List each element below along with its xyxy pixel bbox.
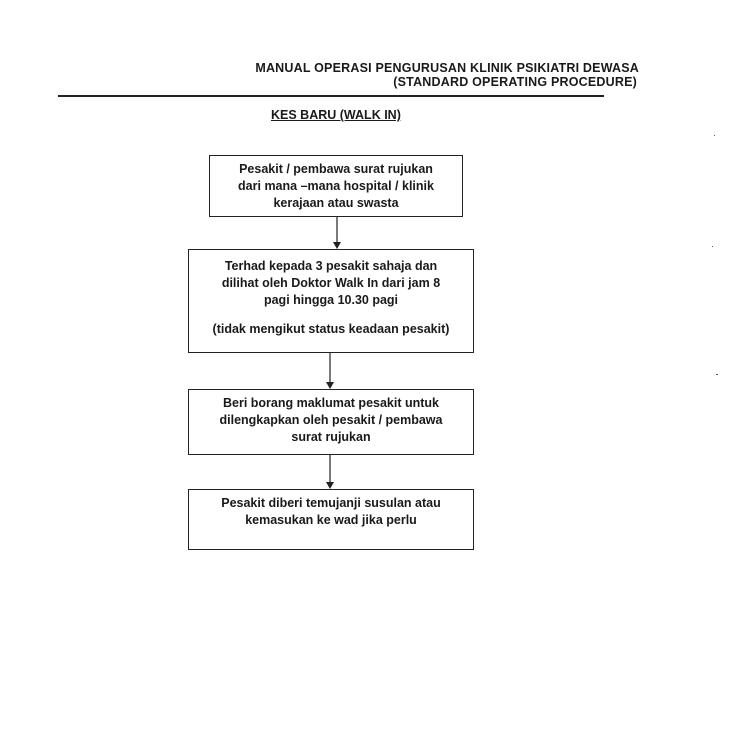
- scan-speck: [714, 135, 715, 136]
- flow-step-text: kemasukan ke wad jika perlu: [245, 513, 417, 527]
- document-header-title: MANUAL OPERASI PENGURUSAN KLINIK PSIKIATRI DEWASA: [255, 61, 639, 75]
- scan-speck: [716, 374, 718, 375]
- flow-step-text: dilihat oleh Doktor Walk In dari jam 8: [221, 276, 441, 290]
- page-title: KES BARU (WALK IN): [271, 108, 401, 122]
- flow-step-text: dilengkapkan oleh pesakit / pembawa: [219, 413, 443, 427]
- scan-speck: [712, 246, 713, 247]
- flow-step-note: (tidak mengikut status keadaan pesakit): [212, 322, 450, 336]
- flow-step-text: Pesakit / pembawa surat rujukan: [239, 162, 433, 176]
- flow-step-text: pagi hingga 10.30 pagi: [263, 293, 399, 307]
- document-header-subtitle: (STANDARD OPERATING PROCEDURE): [393, 75, 637, 89]
- flow-step-text: Terhad kepada 3 pesakit sahaja dan: [224, 259, 438, 273]
- arrow-head: [326, 382, 334, 389]
- arrow-head: [333, 242, 341, 249]
- flow-step-text: kerajaan atau swasta: [273, 196, 399, 210]
- flow-step-text: Pesakit diberi temujanji susulan atau: [221, 496, 441, 510]
- flow-step-text: surat rujukan: [291, 430, 371, 444]
- arrow-head: [326, 482, 334, 489]
- flow-step-text: dari mana –mana hospital / klinik: [238, 179, 434, 193]
- flow-step-text: Beri borang maklumat pesakit untuk: [222, 396, 440, 410]
